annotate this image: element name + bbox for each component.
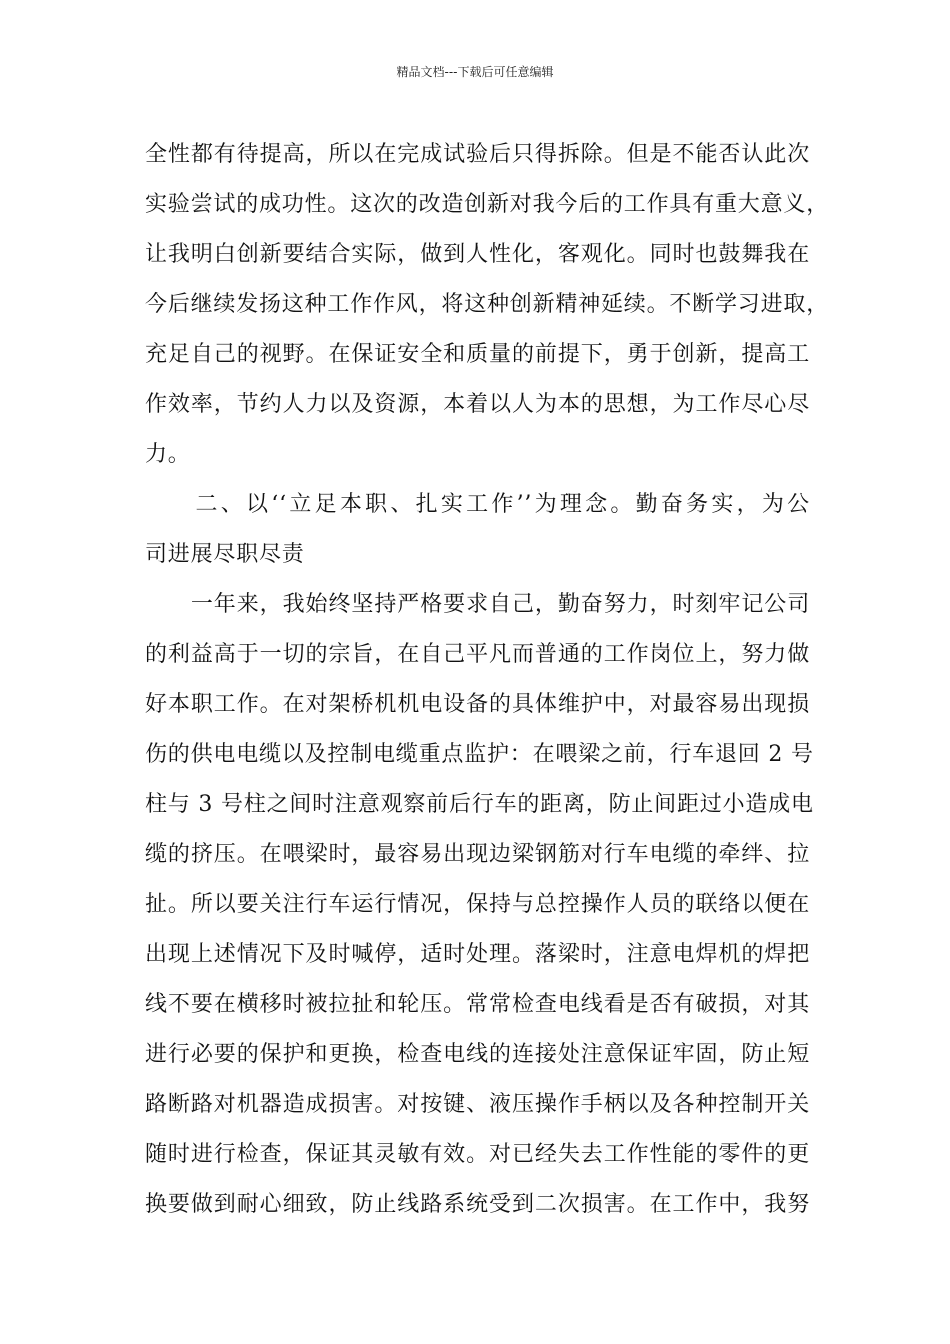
- text-line: 司进展尽职尽责: [145, 542, 305, 567]
- text-line: 伤的供电电缆以及控制电缆重点监护：在喂梁之前，行车退回 2 号: [145, 742, 814, 767]
- text-line: 出现上述情况下及时喊停，适时处理。落梁时，注意电焊机的焊把: [145, 942, 810, 967]
- text-line: 线不要在横移时被拉扯和轮压。常常检查电线看是否有破损，对其: [145, 992, 810, 1017]
- text-line: 二、以‘‘立足本职、扎实工作’’为理念。勤奋务实，为公: [145, 492, 810, 517]
- text-line: 实验尝试的成功性。这次的改造创新对我今后的工作具有重大意义，: [145, 192, 830, 217]
- text-line: 今后继续发扬这种工作作风，将这种创新精神延续。不断学习进取，: [145, 292, 830, 317]
- text-line: 的利益高于一切的宗旨，在自己平凡而普通的工作岗位上，努力做: [145, 642, 810, 667]
- text-line: 好本职工作。在对架桥机机电设备的具体维护中，对最容易出现损: [145, 692, 810, 717]
- text-line: 一年来，我始终坚持严格要求自己，勤奋努力，时刻牢记公司: [145, 592, 810, 617]
- text-line: 全性都有待提高，所以在完成试验后只得拆除。但是不能否认此次: [145, 142, 810, 167]
- text-line: 换要做到耐心细致，防止线路系统受到二次损害。在工作中，我努: [145, 1192, 810, 1217]
- text-line: 柱与 3 号柱之间时注意观察前后行车的距离，防止间距过小造成电: [145, 792, 814, 817]
- text-line: 让我明白创新要结合实际，做到人性化，客观化。同时也鼓舞我在: [145, 242, 810, 267]
- body-text: [145, 130, 830, 1230]
- text-line: 路断路对机器造成损害。对按键、液压操作手柄以及各种控制开关: [145, 1092, 810, 1117]
- text-line: 力。: [145, 442, 191, 467]
- text-line: 扯。所以要关注行车运行情况，保持与总控操作人员的联络以便在: [145, 892, 810, 917]
- text-line: 随时进行检查，保证其灵敏有效。对已经失去工作性能的零件的更: [145, 1142, 810, 1167]
- text-line: 缆的挤压。在喂梁时，最容易出现边梁钢筋对行车电缆的牵绊、拉: [145, 842, 810, 867]
- text-line: 作效率，节约人力以及资源，本着以人为本的思想，为工作尽心尽: [145, 392, 810, 417]
- text-line: 进行必要的保护和更换，检查电线的连接处注意保证牢固，防止短: [145, 1042, 810, 1067]
- page-header: 精品文档---下载后可任意编辑: [396, 65, 554, 79]
- text-line: 充足自己的视野。在保证安全和质量的前提下，勇于创新，提高工: [145, 342, 810, 367]
